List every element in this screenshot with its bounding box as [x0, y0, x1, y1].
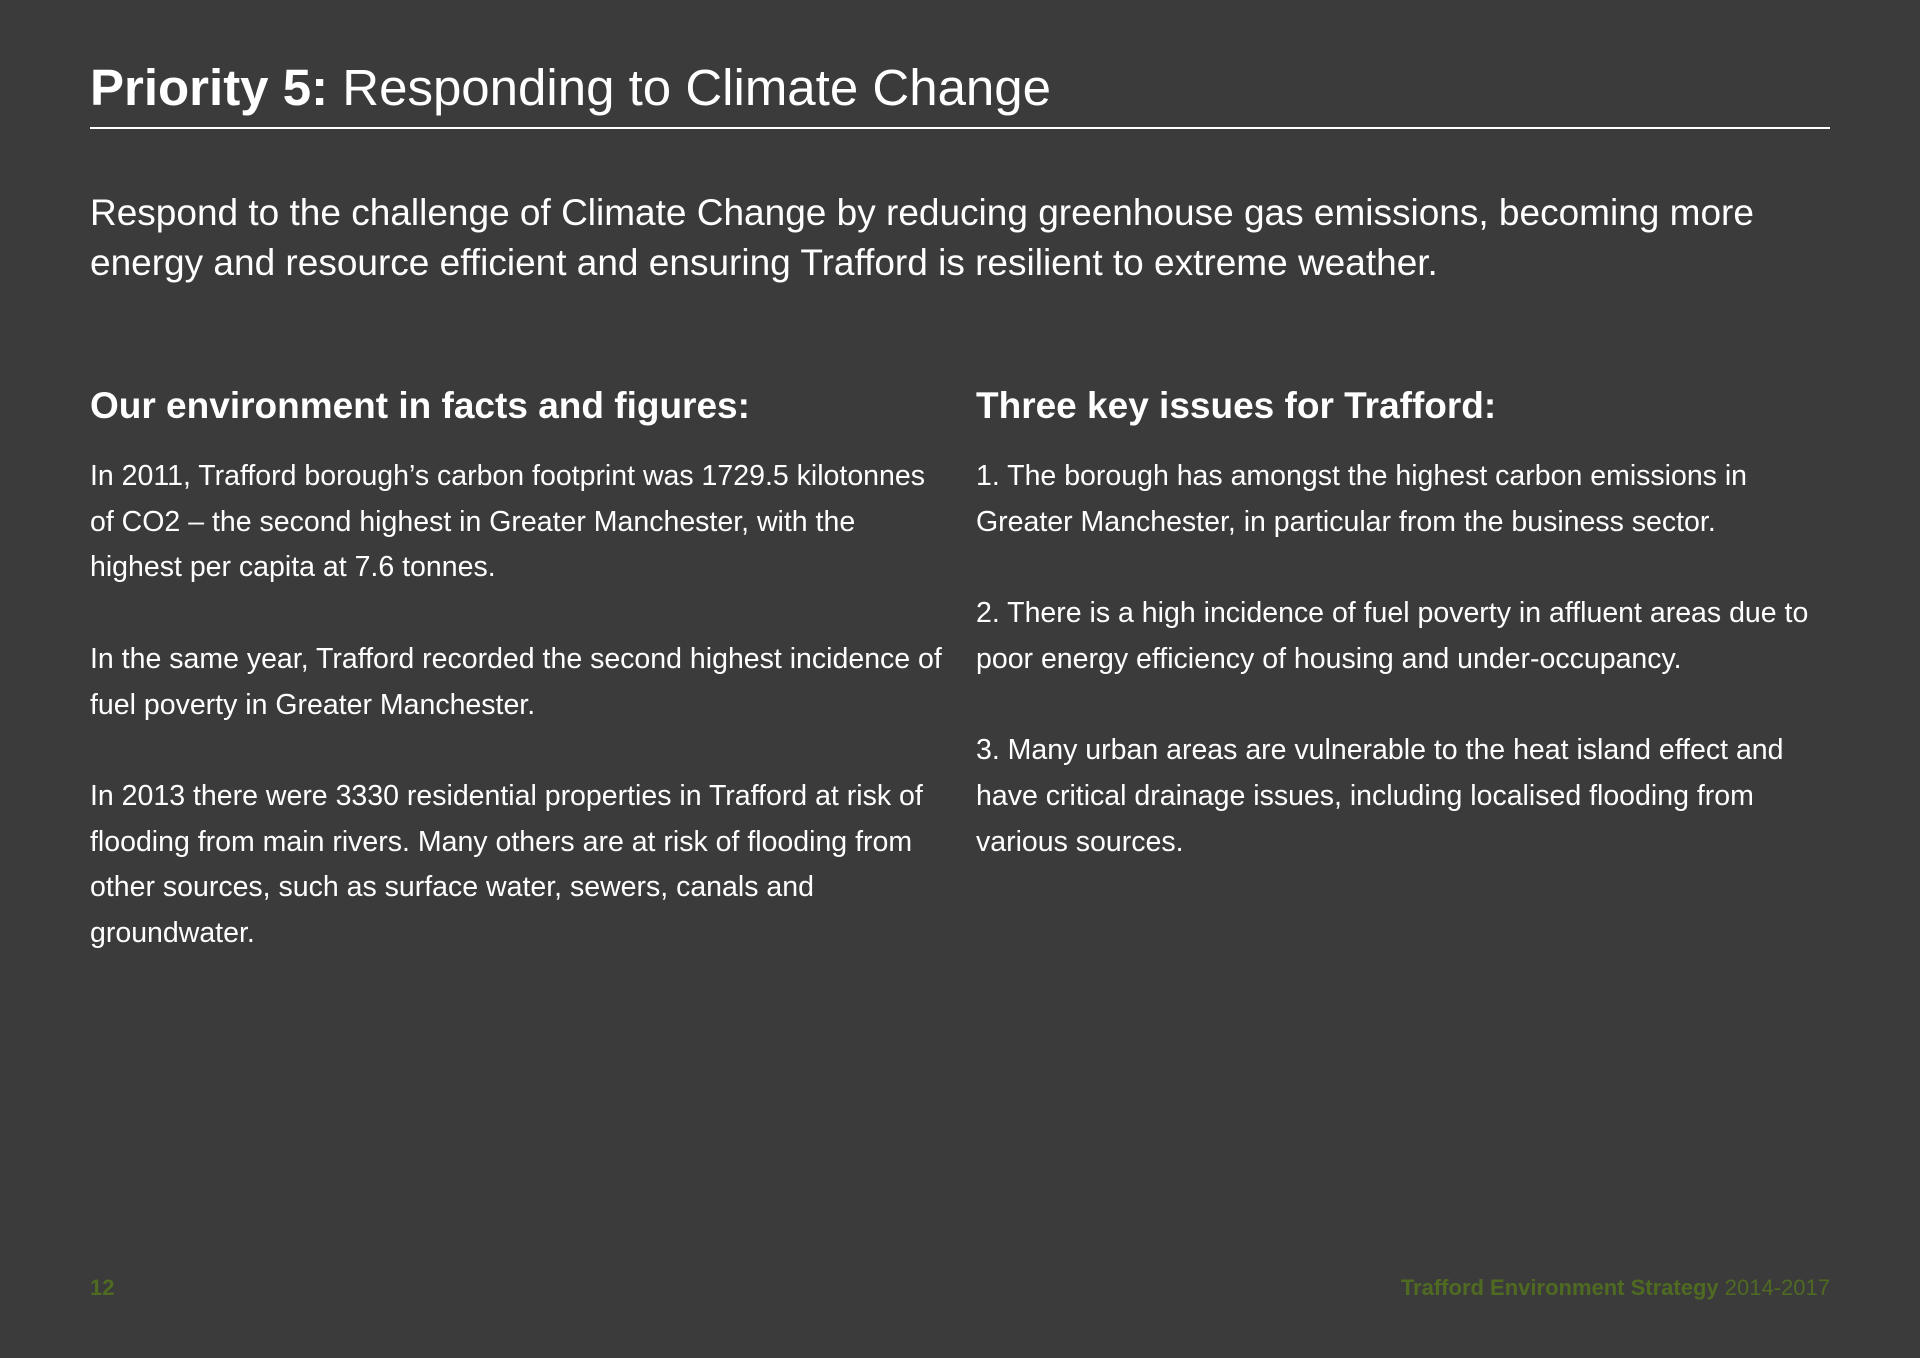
page-title	[90, 58, 1051, 118]
publication-title: Trafford Environment Strategy	[1400, 1275, 1719, 1300]
publication-years: 2014-2017	[1718, 1275, 1830, 1300]
key-issue-item: 1. The borough has amongst the highest carbon emissions in Greater Manchester, in particular from the business sector.	[976, 460, 1748, 538]
key-issue-item: 2. There is a high incidence of fuel poverty in affluent areas due to poor energy efficiency of housing and under-occupancy.	[976, 597, 1809, 675]
publication-footer	[1401, 1274, 1830, 1302]
fact-paragraph: In 2013 there were 3330 residential properties in Trafford at risk of flooding from main rivers. Many others are at risk of flooding from other sources, such as surface water, sewers, canals and groundwater.	[90, 779, 923, 949]
title-divider	[90, 127, 1830, 129]
fact-paragraph: In 2011, Trafford borough’s carbon footprint was 1729.5 kilotonnes of CO2 – the second highest in Greater Manchester, with the highest per capita at 7.6 tonnes.	[90, 460, 925, 584]
page-number: 12	[90, 1275, 115, 1300]
priority-title: Responding to Climate Change	[328, 59, 1052, 116]
priority-label: Priority 5:	[90, 59, 329, 116]
key-issues-column	[976, 378, 1836, 865]
facts-body	[90, 454, 950, 957]
key-issues-body	[976, 454, 1836, 865]
key-issues-heading: Three key issues for Trafford:	[976, 385, 1497, 426]
key-issue-item: 3. Many urban areas are vulnerable to the heat island effect and have critical drainage issues, including localised flooding from various sources.	[976, 734, 1784, 858]
fact-paragraph: In the same year, Trafford recorded the second highest incidence of fuel poverty in Greater Manchester.	[90, 642, 942, 721]
facts-and-figures-column	[90, 378, 950, 957]
facts-heading: Our environment in facts and figures:	[90, 385, 750, 426]
intro-statement: Respond to the challenge of Climate Change by reducing greenhouse gas emissions, becoming more energy and resource efficient and ensuring Trafford is resilient to extreme weather.	[90, 192, 1754, 283]
